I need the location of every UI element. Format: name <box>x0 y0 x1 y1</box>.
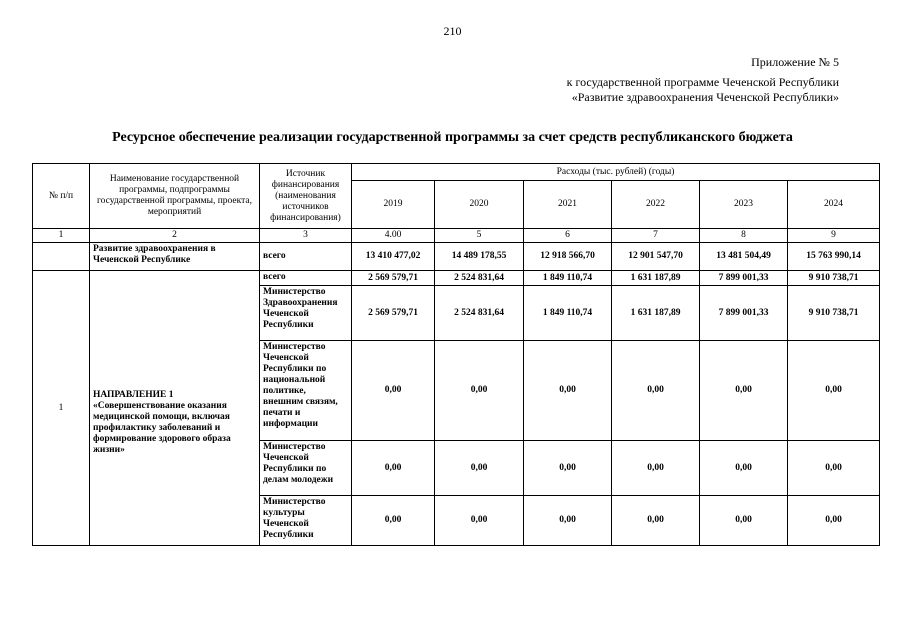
index-row <box>33 229 880 243</box>
index-cell: 4.00 <box>352 229 435 243</box>
index-cell: 3 <box>260 229 352 243</box>
value-cell: 0,00 <box>700 496 788 546</box>
value-cell: 0,00 <box>788 341 880 441</box>
page-number: 210 <box>443 24 462 38</box>
value-cell: 13 481 504,49 <box>700 243 788 271</box>
value-cell: 7 899 001,33 <box>700 271 788 286</box>
value-cell: 2 569 579,71 <box>352 286 435 341</box>
value-cell: 0,00 <box>788 441 880 496</box>
value-cell: 0,00 <box>352 441 435 496</box>
value-cell: 0,00 <box>612 496 700 546</box>
value-cell: 12 901 547,70 <box>612 243 700 271</box>
value-cell: 0,00 <box>612 341 700 441</box>
value-cell: 0,00 <box>612 441 700 496</box>
table-row <box>33 271 880 286</box>
header-name: Наименование государственной программы, подпрограммы государственной программы, проекта, мероприятий <box>90 164 260 229</box>
value-cell: 0,00 <box>435 341 524 441</box>
index-cell: 1 <box>33 229 90 243</box>
value-cell: 1 631 187,89 <box>612 286 700 341</box>
value-cell: 0,00 <box>524 441 612 496</box>
value-cell: 12 918 566,70 <box>524 243 612 271</box>
value-cell: 0,00 <box>435 496 524 546</box>
value-cell: 0,00 <box>524 341 612 441</box>
value-cell: 7 899 001,33 <box>700 286 788 341</box>
header-expenses: Расходы (тыс. рублей) (годы) <box>352 164 880 181</box>
header-year: 2023 <box>700 181 788 229</box>
resource-table <box>32 163 880 546</box>
value-cell: 13 410 477,02 <box>352 243 435 271</box>
appendix-number: Приложение № 5 <box>751 55 839 69</box>
direction-num: 1 <box>33 271 90 546</box>
value-cell: 14 489 178,55 <box>435 243 524 271</box>
source-cell: Министерство Чеченской Республики по делам молодежи <box>260 441 352 496</box>
document-title: Ресурсное обеспечение реализации государственной программы за счет средств республиканского бюджета <box>112 130 793 145</box>
index-cell: 5 <box>435 229 524 243</box>
index-cell: 7 <box>612 229 700 243</box>
source-cell: Министерство культуры Чеченской Республики <box>260 496 352 546</box>
value-cell: 0,00 <box>352 496 435 546</box>
appendix-header <box>567 55 839 105</box>
value-cell: 0,00 <box>524 496 612 546</box>
program-num <box>33 243 90 271</box>
direction-name: НАПРАВЛЕНИЕ 1 «Совершенствование оказания медицинской помощи, включая профилактику заболеваний и формирование здорового образа жизни» <box>90 271 260 546</box>
value-cell: 1 631 187,89 <box>612 271 700 286</box>
value-cell: 0,00 <box>700 441 788 496</box>
header-year: 2022 <box>612 181 700 229</box>
header-year: 2019 <box>352 181 435 229</box>
header-year: 2020 <box>435 181 524 229</box>
value-cell: 1 849 110,74 <box>524 286 612 341</box>
program-source: всего <box>260 243 352 271</box>
source-cell: Министерство Чеченской Республики по национальной политике, внешним связям, печати и информации <box>260 341 352 441</box>
value-cell: 2 524 831,64 <box>435 271 524 286</box>
header-source: Источник финансирования (наименования источников финансирования) <box>260 164 352 229</box>
appendix-program-ref: к государственной программе Чеченской Республики <box>566 75 839 89</box>
source-cell: всего <box>260 271 352 286</box>
index-cell: 6 <box>524 229 612 243</box>
value-cell: 2 569 579,71 <box>352 271 435 286</box>
appendix-program-name: «Развитие здравоохранения Чеченской Республики» <box>571 90 839 104</box>
source-cell: Министерство Здравоохранения Чеченской Республики <box>260 286 352 341</box>
table-row <box>33 243 880 271</box>
value-cell: 0,00 <box>700 341 788 441</box>
index-cell: 9 <box>788 229 880 243</box>
value-cell: 2 524 831,64 <box>435 286 524 341</box>
value-cell: 0,00 <box>788 496 880 546</box>
index-cell: 2 <box>90 229 260 243</box>
program-name: Развитие здравоохранения в Чеченской Республике <box>90 243 260 271</box>
value-cell: 1 849 110,74 <box>524 271 612 286</box>
header-num: № п/п <box>33 164 90 229</box>
value-cell: 9 910 738,71 <box>788 271 880 286</box>
header-year: 2024 <box>788 181 880 229</box>
index-cell: 8 <box>700 229 788 243</box>
header-year: 2021 <box>524 181 612 229</box>
value-cell: 0,00 <box>435 441 524 496</box>
value-cell: 0,00 <box>352 341 435 441</box>
value-cell: 15 763 990,14 <box>788 243 880 271</box>
value-cell: 9 910 738,71 <box>788 286 880 341</box>
